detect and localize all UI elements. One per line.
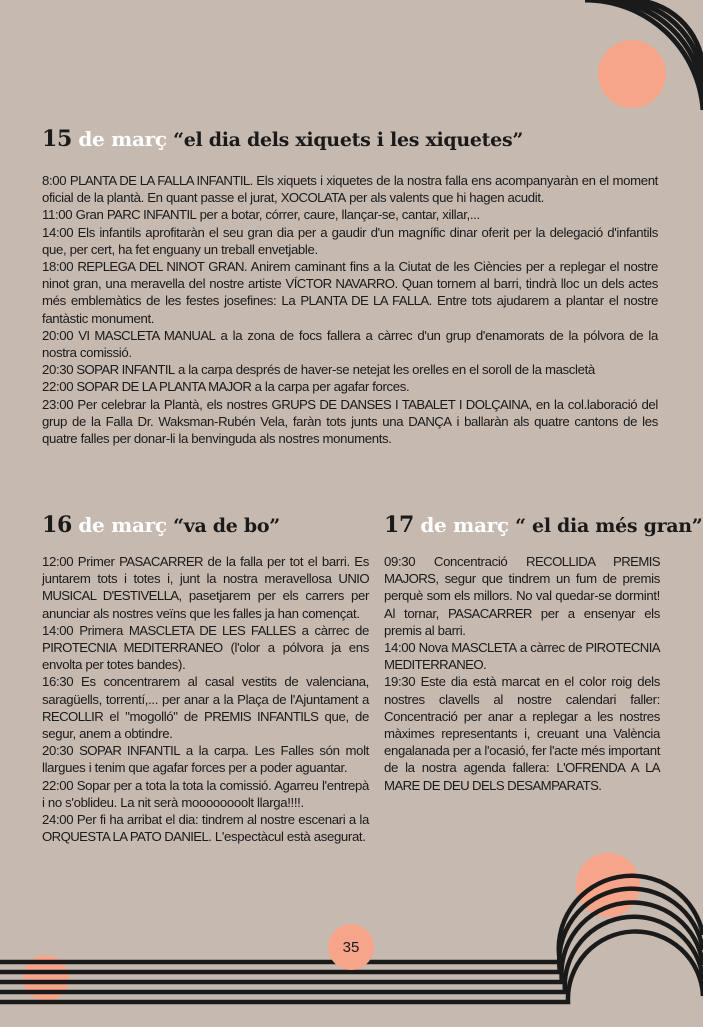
day15-item-3: 18:00 REPLEGA DEL NINOT GRAN. Anirem caminant fins a la Ciutat de les Ciències per a replegar el nostre ninot gran, una meravella del nostre artiste VÍCTOR NAVARRO. Quan tornem al barri, tindrà lloc un dels actes més emblemàtics de les festes josefines: La PLANTA DE LA FALLA. Entre tots ajudarem a plantar el nostre fantàstic monument. xyxy=(42,259,659,326)
accent-circle-top xyxy=(598,40,666,108)
day15-heading xyxy=(42,126,523,152)
day16-item-1: 14:00 Primera MASCLETA DE LES FALLES a càrrec de PIROTECNIA MEDITERRANEO (l'olor a pólvora ja ens envolta per totes bandes). xyxy=(42,622,370,673)
day15-month: de març xyxy=(78,127,167,151)
day15-item-7: 23:00 Per celebrar la Plantà, els nostres GRUPS DE DANSES I TABALET I DOLÇAINA, en la col.laboració del grup de la Falla Dr. Waksman-Rubén Vela, faràn tots junts una DANÇA i ballaràn als quatre cantons de les quatre falles per donar-li la benvinguda als nostres monuments. xyxy=(42,396,658,447)
day15-body xyxy=(42,172,658,447)
day17-item-1: 14:00 Nova MASCLETA a càrrec de PIROTECNIA MEDITERRANEO. xyxy=(384,640,660,673)
day15-number: 15 xyxy=(42,126,73,152)
day17-item-2: 19:30 Este dia està marcat en el color roig dels nostres clavells al nostre calendari faller: Concentració per anar a replegar a les nostres màximes representants i, creuant una València engalanada per a l'ocasió, fer l'acte més important de la nostra agenda fallera: L'OFRENDA A LA MARE DE DEU DELS DESAMPARATS. xyxy=(384,674,661,793)
day15-item-4: 20:00 VI MASCLETA MANUAL a la zona de focs fallera a càrrec d'un grup d'enamorats de la pólvora de la nostra comissió. xyxy=(42,327,658,361)
day16-item-4: 22:00 Sopar per a tota la tota la comissió. Agarreu l'entrepà i no s'oblideu. La nit serà moooooooolt llarga!!!!. xyxy=(42,777,369,810)
day16-item-0: 12:00 Primer PASACARRER de la falla per tot el barri. Es juntarem tots i totes i, junt la nostra meravellosa UNIO MUSICAL D'ESTIVELLA, pasetjarem per els carrers per anunciar als nostres veïns que les falles ja han començat. xyxy=(42,554,369,621)
day17-body xyxy=(384,553,660,794)
page-number xyxy=(328,924,374,970)
day15-item-1: 11:00 Gran PARC INFANTIL per a botar, córrer, caure, llançar-se, cantar, xillar,... xyxy=(42,207,480,223)
page-number-label: 35 xyxy=(342,938,360,956)
day17-month: de març xyxy=(420,513,509,537)
day16-heading xyxy=(42,512,280,538)
day16-item-2: 16:30 Es concentrarem al casal vestits de valenciana, saragüells, torrentí,... per anar a la Plaça de l'Ajuntament a RECOLLIR el "mogolló" de PREMIS INFANTILS que, de segur, anem a obtindre. xyxy=(42,674,369,742)
day15-item-6: 22:00 SOPAR DE LA PLANTA MAJOR a la carpa per agafar forces. xyxy=(42,379,410,395)
arc-stripes-top xyxy=(585,0,703,110)
day17-heading xyxy=(384,512,702,538)
accent-circle-bottom-right xyxy=(576,853,640,917)
day15-item-2: 14:00 Els infantils aprofitaràn el seu gran dia per a gaudir d'un magnífic dinar oferit per la delegació d'infantils que, per cert, ha fet enguany un treball envetjable. xyxy=(42,224,658,257)
day16-number: 16 xyxy=(42,512,73,538)
day16-item-5: 24:00 Per fi ha arribat el dia: tindrem al nostre escenari a la ORQUESTA LA PATO DANIEL. L'espectàcul està asegurat. xyxy=(42,812,369,845)
day16-month: de març xyxy=(78,513,167,537)
day15-item-0: 8:00 PLANTA DE LA FALLA INFANTIL. Els xiquets i xiquetes de la nostra falla ens acompanyaràn en el moment oficial de la plantà. En quant passe el jurat, XOCOLATA per als valents que hi hagen acudit. xyxy=(42,173,658,206)
day16-item-3: 20:30 SOPAR INFANTIL a la carpa. Les Falles són molt llargues i tenim que agafar forces per a poder aguantar. xyxy=(42,743,369,776)
day17-title: “ el dia més gran” xyxy=(515,515,703,537)
day16-body xyxy=(42,553,369,845)
day17-item-0: 09:30 Concentració RECOLLIDA PREMIS MAJORS, segur que tindrem un fum de premis perquè som els millors. No val quedar-se dormint! Al tornar, PASACARRER per a ensenyar els premis al barri. xyxy=(384,554,661,638)
accent-circle-bottom-left xyxy=(23,955,69,1001)
day15-item-5: 20:30 SOPAR INFANTIL a la carpa després de haver-se netejat les orelles en el soroll de la mascletà xyxy=(42,362,595,378)
day17-number: 17 xyxy=(384,512,415,538)
day16-title: “va de bo” xyxy=(173,515,280,537)
day15-title: “el dia dels xiquets i les xiquetes” xyxy=(173,129,523,151)
